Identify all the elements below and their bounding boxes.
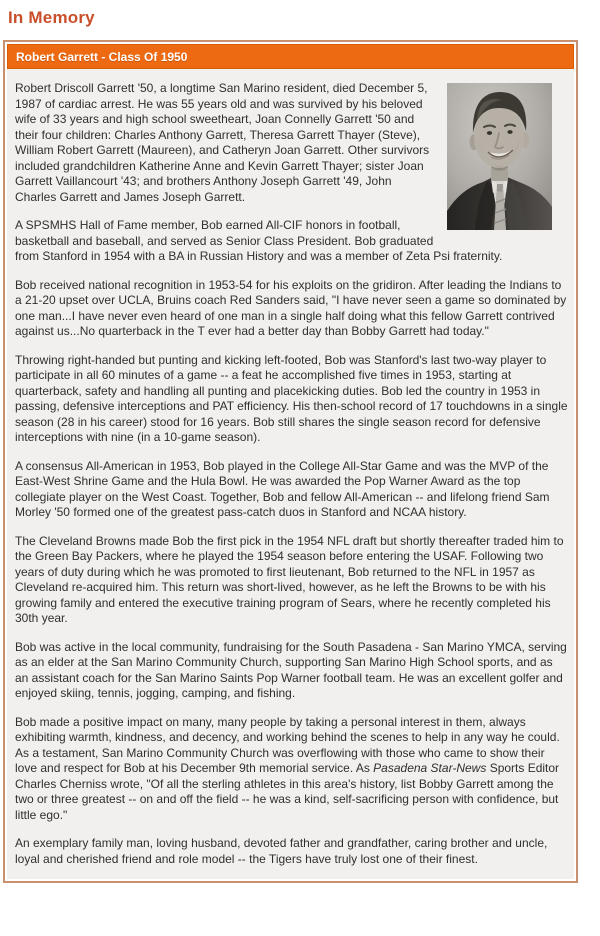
obituary-paragraph-5: A consensus All-American in 1953, Bob played in the College All-Star Game and was the MVP of the East-West Shrine Game and the Hula Bowl. He was awarded the Pop Warner Award as the top collegiate player on the West Coast. Together, Bob and fellow All-American -- and lifelong friend Sam Morley '50 formed one of the greatest pass-catch duos in Stanford and NCAA history. <box>15 458 550 519</box>
obituary-paragraph-3: Bob received national recognition in 1953-54 for his exploits on the gridiron. After leading the Indians to a 21-20 upset over UCLA, Bruins coach Red Sanders said, "I have never seen a game so dominated by one man...I have never even heard of one man in a single half doing what this fellow Garrett contrived against us...No quarterback in the T ever had a better day than Bobby Garrett had today." <box>15 277 567 338</box>
obituary-paragraph-8 <box>15 715 568 824</box>
memorial-title-bar <box>7 44 574 69</box>
obituary-paragraph-4: Throwing right-handed but punting and kicking left-footed, Bob was Stanford's last two-way player to participate in all 60 minutes of a game -- a feat he accomplished five times in 1953, starting at quarterback, safety and handling all punting and placekicking duties. Bob led the country in 1953 in passing, defensive interceptions and PAT efficiency. His then-school record of 17 touchdowns in a single season (28 in his career) stood for 16 years. Bob still shares the single season record for defensive interceptions with nine (in a 10-game season). <box>15 352 568 444</box>
obituary-paragraph-9: An exemplary family man, loving husband, devoted father and grandfather, caring brother and uncle, loyal and cherished friend and role model -- the Tigers have truly lost one of their finest. <box>15 836 548 866</box>
obituary-paragraph-6: The Cleveland Browns made Bob the first pick in the 1954 NFL draft but shortly thereafter traded him to the Green Bay Packers, where he played the 1954 season before entering the USAF. Following two years of duty during which he was promoted to first lieutenant, Bob returned to the NFL in 1957 as Cleveland re-acquired him. This return was short-lived, however, as he left the Browns to be with his growing family and entered the executive training program of Sears, where he recently completed his 30th year. <box>15 533 564 625</box>
obituary-paragraph-1: Robert Driscoll Garrett '50, a longtime San Marino resident, died December 5, 1987 of cardiac arrest. He was 55 years old and was survived by his beloved wife of 33 years and high school sweetheart, Joan Connelly Garrett '50 and their four children: Charles Anthony Garrett, Theresa Garrett Thayer (Steve), William Robert Garrett (Maureen), and Catheryn Joan Garrett. Other survivors included grandchildren Katherine Anne and Kevin Garrett Thayer; sister Joan Garrett Vaillancourt '43; and brothers Anthony Joseph Garrett '49, John Charles Garrett and James Joseph Garrett. <box>15 81 430 204</box>
portrait-photo <box>447 83 552 230</box>
obituary-paragraph-2: A SPSMHS Hall of Fame member, Bob earned All-CIF honors in football, basketball and baseball, and served as Senior Class President. Bob graduated from Stanford in 1954 with a BA in Russian History and was a member of Zeta Psi fraternity. <box>15 218 503 263</box>
newspaper-name: Pasadena Star-News <box>373 761 487 775</box>
portrait-photo-drawing <box>447 83 552 230</box>
paragraph-8-text-before: Bob made a positive impact on many, many people by taking a personal interest in them, always exhibiting warmth, kindness, and decency, and working behind the scenes to help in any way he could. As a testament, San Marino Community Church was overflowing with those who came to show their love and respect for Bob at his December 9th memorial service. As <box>15 714 560 775</box>
page-title: In Memory <box>8 8 95 27</box>
paragraph-8-text-after: Sports Editor Charles Cherniss wrote, "Of all the sterling athletes in this area's history, list Bobby Garrett among the two or three greatest -- on and off the field -- he was a kind, self-sacrificing person with confidence, but little ego." <box>15 761 560 822</box>
memorial-body <box>7 69 574 879</box>
memorial-title: Robert Garrett - Class Of 1950 <box>16 50 188 64</box>
memorial-panel <box>3 40 578 883</box>
obituary-paragraph-7: Bob was active in the local community, fundraising for the South Pasadena - San Marino YMCA, serving as an elder at the San Marino Community Church, supporting San Marino High School sports, and as an assistant coach for the San Marino Saints Pop Warner football team. He was an excellent golfer and enjoyed skiing, tennis, jogging, camping, and fishing. <box>15 639 567 700</box>
